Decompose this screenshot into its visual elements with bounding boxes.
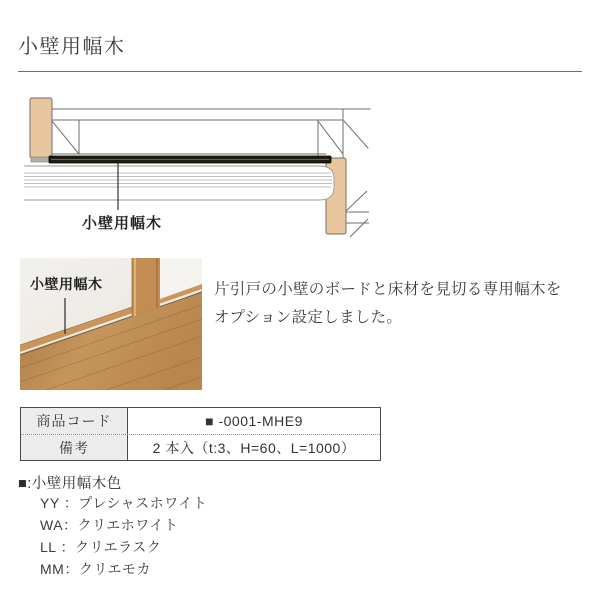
legend-item-yy: YY ：プレシャスホワイト — [40, 495, 208, 511]
page-title: 小壁用幅木 — [18, 36, 126, 58]
remarks-header: 備考 — [21, 435, 128, 460]
photo-label: 小壁用幅木 — [30, 276, 103, 292]
product-code-value: ■ -0001-MHE9 — [205, 413, 303, 429]
diagram-label: 小壁用幅木 — [82, 215, 163, 232]
spec-table — [20, 407, 381, 461]
photo-door-frame — [132, 258, 160, 317]
track-end-cap — [31, 157, 49, 162]
color-legend-list — [40, 492, 207, 580]
product-code-header: 商品コード — [21, 408, 128, 434]
sliding-door-panel — [24, 166, 334, 200]
description-line-2: オプション設定しました。 — [214, 309, 403, 326]
color-legend-heading: ■:小壁用幅木色 — [18, 476, 122, 492]
title-divider-line — [18, 71, 582, 72]
legend-item-mm: MM：クリエモカ — [40, 561, 152, 577]
description-line-1: 片引戸の小壁のボードと床材を見切る専用幅木を — [214, 281, 562, 298]
legend-item-wa: WA：クリエホワイト — [40, 517, 179, 533]
right-hatch-lines — [346, 191, 369, 237]
product-description — [214, 276, 592, 332]
table-row — [21, 434, 380, 460]
table-row — [21, 408, 380, 434]
technical-drawing — [15, 92, 395, 244]
wood-post-left — [30, 98, 52, 158]
remarks-value: 2 本入（t:3、H=60、L=1000） — [152, 439, 356, 456]
legend-item-ll: LL ：クリエラスク — [40, 539, 162, 555]
wall-section-lines — [52, 109, 370, 157]
